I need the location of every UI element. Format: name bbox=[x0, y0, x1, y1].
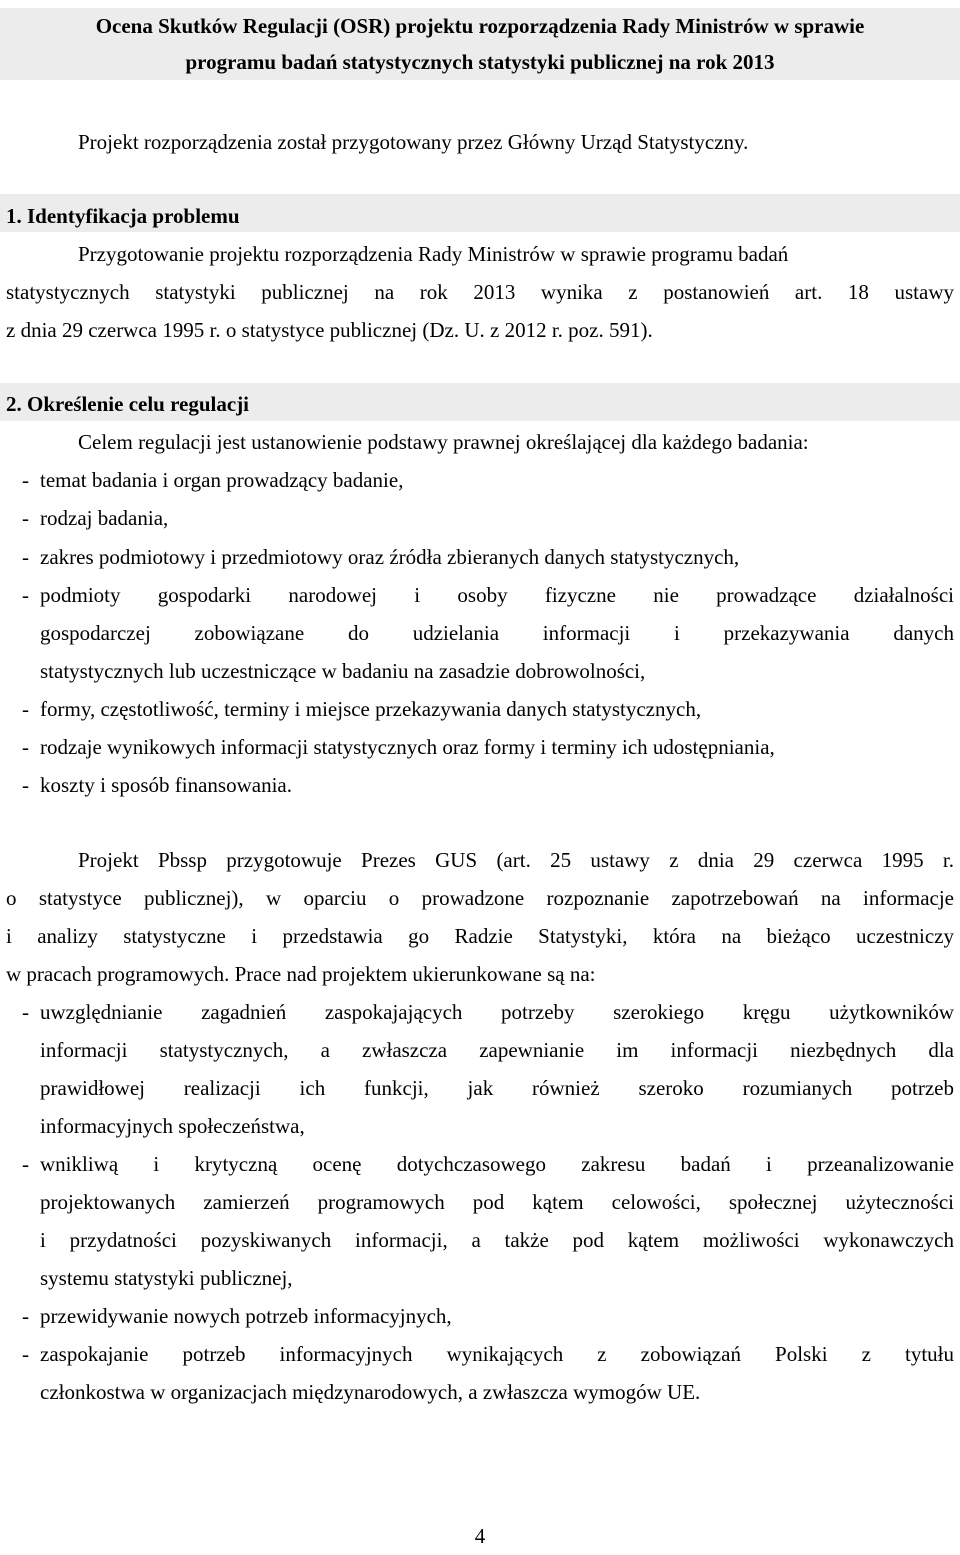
list-item-continuation: informacyjnych społeczeństwa, bbox=[40, 1114, 305, 1138]
bullet-dash: - bbox=[22, 583, 29, 607]
bullet-dash: - bbox=[22, 1000, 29, 1024]
list-item: zakres podmiotowy i przedmiotowy oraz źródła zbieranych danych statystycznych, bbox=[40, 545, 740, 569]
bullet-dash: - bbox=[22, 1342, 29, 1366]
bullet-dash: - bbox=[22, 506, 29, 530]
list-item: podmioty gospodarki narodowej i osoby fizyczne nie prowadzące działalności bbox=[40, 583, 954, 607]
list-item: koszty i sposób finansowania. bbox=[40, 773, 292, 797]
page-number: 4 bbox=[474, 1524, 486, 1548]
bullet-dash: - bbox=[22, 1152, 29, 1176]
intro-text: Projekt rozporządzenia został przygotowany przez Główny Urząd Statystyczny. bbox=[78, 130, 749, 154]
list-item-continuation: systemu statystyki publicznej, bbox=[40, 1266, 293, 1290]
bullet-dash: - bbox=[22, 468, 29, 492]
bullet-dash: - bbox=[22, 735, 29, 759]
list-item-continuation: prawidłowej realizacji ich funkcji, jak również szeroko rozumianych potrzeb bbox=[40, 1076, 954, 1100]
list-item-continuation: gospodarczej zobowiązane do udzielania informacji i przekazywania danych bbox=[40, 621, 954, 645]
paragraph-line: o statystyce publicznej), w oparciu o prowadzone rozpoznanie zapotrzebowań na informacje bbox=[6, 886, 954, 910]
list-item: temat badania i organ prowadzący badanie, bbox=[40, 468, 404, 492]
section-1-heading: 1. Identyfikacja problemu bbox=[6, 204, 240, 228]
document-title bbox=[0, 8, 960, 80]
list-item-continuation: informacji statystycznych, a zwłaszcza zapewnianie im informacji niezbędnych dla bbox=[40, 1038, 954, 1062]
bullet-dash: - bbox=[22, 545, 29, 569]
list-item-continuation: statystycznych lub uczestniczące w badaniu na zasadzie dobrowolności, bbox=[40, 659, 646, 683]
list-item: wnikliwą i krytyczną ocenę dotychczasowego zakresu badań i przeanalizowanie bbox=[40, 1152, 954, 1176]
section-1-line: z dnia 29 czerwca 1995 r. o statystyce publicznej (Dz. U. z 2012 r. poz. 591). bbox=[6, 318, 653, 342]
list-item-continuation: i przydatności pozyskiwanych informacji, a także pod kątem możliwości wykonawczych bbox=[40, 1228, 954, 1252]
title-line-2: programu badań statystycznych statystyki publicznej na rok 2013 bbox=[185, 50, 775, 74]
list-item: rodzaje wynikowych informacji statystycznych oraz formy i terminy ich udostępniania, bbox=[40, 735, 775, 759]
section-1-line: statystycznych statystyki publicznej na rok 2013 wynika z postanowień art. 18 ustawy bbox=[6, 280, 954, 304]
title-line-1: Ocena Skutków Regulacji (OSR) projektu rozporządzenia Rady Ministrów w sprawie bbox=[95, 14, 865, 38]
list-item: uwzględnianie zagadnień zaspokajających potrzeby szerokiego kręgu użytkowników bbox=[40, 1000, 954, 1024]
paragraph-line: i analizy statystyczne i przedstawia go Radzie Statystyki, która na bieżąco uczestniczy bbox=[6, 924, 954, 948]
section-1-line: Przygotowanie projektu rozporządzenia Rady Ministrów w sprawie programu badań bbox=[78, 242, 789, 266]
list-item: rodzaj badania, bbox=[40, 506, 169, 530]
list-item-continuation: członkostwa w organizacjach międzynarodowych, a zwłaszcza wymogów UE. bbox=[40, 1380, 701, 1404]
section-2-lead: Celem regulacji jest ustanowienie podstawy prawnej określającej dla każdego badania: bbox=[78, 430, 809, 454]
bullet-dash: - bbox=[22, 1304, 29, 1328]
paragraph-line: w pracach programowych. Prace nad projektem ukierunkowane są na: bbox=[6, 962, 596, 986]
section-2-heading: 2. Określenie celu regulacji bbox=[6, 392, 250, 416]
list-item: formy, częstotliwość, terminy i miejsce przekazywania danych statystycznych, bbox=[40, 697, 702, 721]
list-item: zaspokajanie potrzeb informacyjnych wynikających z zobowiązań Polski z tytułu bbox=[40, 1342, 954, 1366]
list-item: przewidywanie nowych potrzeb informacyjnych, bbox=[40, 1304, 452, 1328]
bullet-dash: - bbox=[22, 773, 29, 797]
list-item-continuation: projektowanych zamierzeń programowych pod kątem celowości, społecznej użyteczności bbox=[40, 1190, 954, 1214]
bullet-dash: - bbox=[22, 697, 29, 721]
paragraph-line: Projekt Pbssp przygotowuje Prezes GUS (art. 25 ustawy z dnia 29 czerwca 1995 r. bbox=[78, 848, 954, 872]
